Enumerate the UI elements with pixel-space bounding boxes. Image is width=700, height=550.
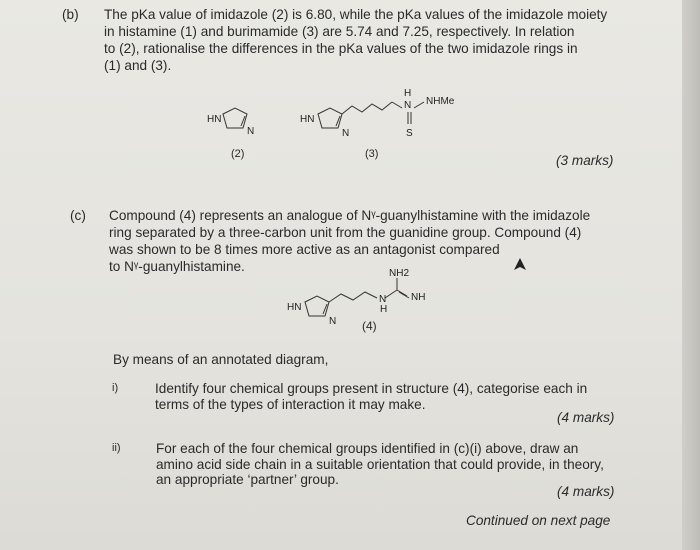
- subpart-i-line-2: terms of the types of interaction it may make.: [155, 397, 426, 412]
- subpart-ii-line-3: an appropriate ‘partner’ group.: [156, 472, 339, 487]
- atom-nhme: NHMe: [426, 96, 455, 107]
- subpart-i-marks: (4 marks): [557, 410, 615, 425]
- part-b-label: (b): [62, 7, 79, 22]
- atom-s: S: [406, 128, 413, 139]
- subpart-i-label: i): [112, 382, 119, 394]
- atom-n: N: [404, 100, 412, 111]
- atom-hn: HN: [300, 114, 315, 125]
- imidazole-structure-2: [205, 104, 265, 142]
- atom-hn: HN: [207, 114, 222, 125]
- atom-n: N: [329, 316, 337, 327]
- annotated-diagram-intro: By means of an annotated diagram,: [113, 352, 329, 367]
- subpart-ii-line-1: For each of the four chemical groups identified in (c)(i) above, draw an: [156, 441, 579, 456]
- atom-n: N: [247, 126, 255, 137]
- part-c-label: (c): [70, 208, 86, 223]
- atom-hn: HN: [287, 302, 302, 313]
- atom-h: H: [380, 304, 388, 315]
- page-edge: [682, 0, 700, 550]
- atom-n: N: [379, 294, 387, 305]
- part-b-line-1: The pKa value of imidazole (2) is 6.80, while the pKa values of the imidazole moiety: [104, 7, 608, 22]
- part-b-line-2: in histamine (1) and burimamide (3) are 5.74 and 7.25, respectively. In relation: [104, 24, 575, 39]
- atom-n: N: [342, 128, 350, 139]
- alkyl-chain: [342, 102, 392, 114]
- continued-note: Continued on next page: [466, 513, 611, 528]
- atom-h: H: [404, 88, 412, 99]
- part-b-marks: (3 marks): [556, 153, 614, 168]
- subpart-ii-label: ii): [112, 442, 121, 454]
- part-b-line-3: to (2), rationalise the differences in the pKa values of the two imidazole rings in: [104, 41, 578, 56]
- compound-3-label: (3): [365, 148, 379, 160]
- part-c-line-1: Compound (4) represents an analogue of Nᵞ-guanylhistamine with the imidazole: [109, 208, 591, 223]
- atom-nh2: NH2: [389, 268, 410, 279]
- imidazole-ring: [318, 108, 342, 128]
- atom-nh: NH: [411, 292, 426, 303]
- part-c-line-3: was shown to be 8 times more active as an antagonist compared: [109, 242, 500, 257]
- imidazole-ring: [223, 108, 247, 128]
- compound-4-label: (4): [362, 319, 377, 333]
- part-c-line-2: ring separated by a three-carbon unit from the guanidine group. Compound (4): [109, 225, 582, 240]
- compound-2-label: (2): [231, 148, 245, 160]
- subpart-ii-marks: (4 marks): [557, 484, 615, 499]
- burimamide-structure-3: [298, 86, 488, 146]
- imidazole-ring: [305, 296, 329, 316]
- subpart-i-line-1: Identify four chemical groups present in structure (4), categorise each in: [155, 381, 588, 396]
- part-c-line-4: to Nᵞ-guanylhistamine.: [109, 259, 245, 274]
- propyl-chain: [329, 292, 377, 302]
- part-b-line-4: (1) and (3).: [104, 58, 172, 73]
- subpart-ii-line-2: amino acid side chain in a suitable orientation that could provide, in theory,: [156, 457, 604, 472]
- mouse-cursor-icon: [514, 258, 526, 270]
